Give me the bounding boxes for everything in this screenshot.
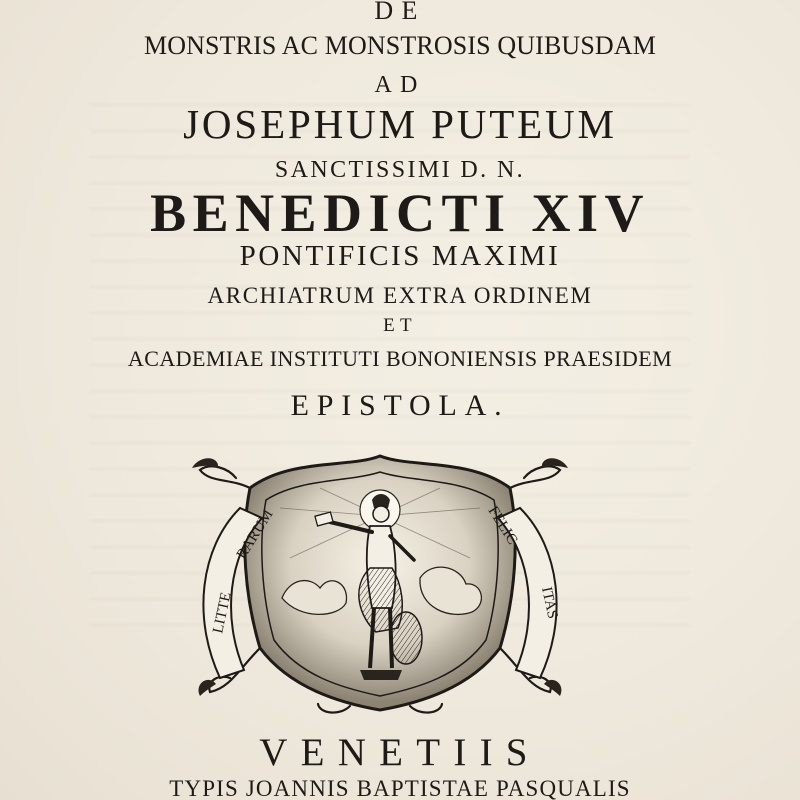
title-line-archiatrum: ARCHIATRUM EXTRA ORDINEM: [207, 283, 593, 308]
motto-left-b: RARUM: [233, 506, 277, 563]
motto-right-a: FELIC: [484, 503, 521, 548]
title-line-sanctissimi: SANCTISSIMI D. N.: [274, 157, 526, 183]
title-line-academiae: ACADEMIAE INSTITUTI BONONIENSIS PRAESIDEM: [127, 346, 673, 371]
printers-device-engraving: [170, 448, 590, 718]
title-line-de: DE: [374, 0, 426, 25]
motto-right-b: ITAS: [538, 585, 561, 621]
title-line-et: ET: [383, 315, 417, 336]
dedicatee-name: JOSEPHUM PUTEUM: [183, 101, 617, 147]
genre-label: EPISTOLA.: [290, 389, 510, 422]
imprint-place: VENETIIS: [259, 731, 541, 774]
imprint-printer: TYPIS JOANNIS BAPTISTAE PASQUALIS: [169, 776, 631, 800]
title-line-ad: AD: [374, 72, 426, 98]
printers-device-vignette: [170, 448, 590, 718]
pope-name: BENEDICTI XIV: [150, 183, 650, 243]
motto-left-a: LITTE: [210, 590, 235, 635]
title-line-monstris: MONSTRIS AC MONSTROSIS QUIBUSDAM: [144, 31, 656, 60]
title-line-pontificis: PONTIFICIS MAXIMI: [239, 240, 561, 272]
